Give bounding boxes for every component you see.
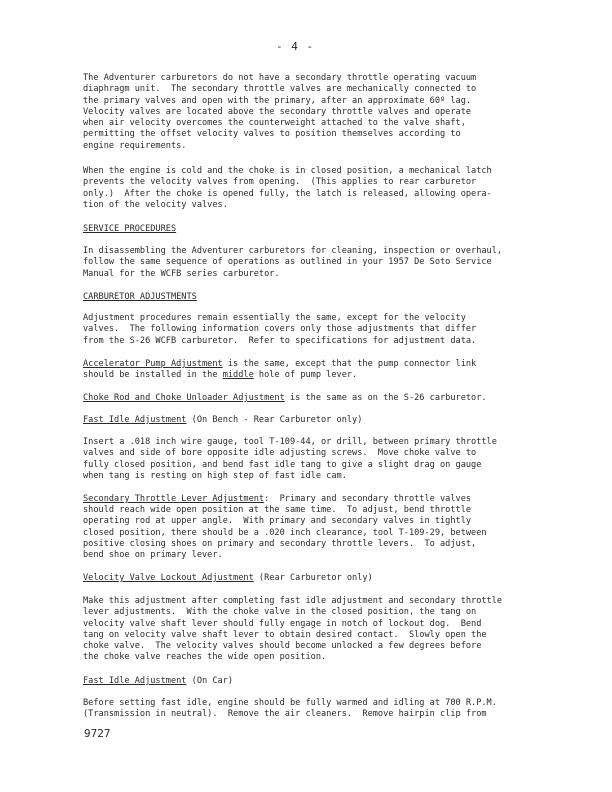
choke-rod-title: Choke Rod and Choke Unloader Adjustment xyxy=(83,393,285,403)
carburetor-adjustments-title: CARBURETOR ADJUSTMENTS xyxy=(83,292,197,302)
fast-idle-car-paragraph: Before setting fast idle, engine should be fully warmed and idling at 700 R.P.M. (Transmission in neutral). Remove the air cleaners. Remove hairpin clip from xyxy=(83,698,497,720)
middle-emphasis: middle xyxy=(222,370,254,380)
fast-idle-bench-note: (On Bench - Rear Carburetor only) xyxy=(186,415,363,425)
choke-rod-text: is the same as on the S-26 carburetor. xyxy=(284,393,487,403)
velocity-valve-title: Velocity Valve Lockout Adjustment xyxy=(83,573,254,583)
fast-idle-bench-line xyxy=(83,415,362,426)
choke-latch-paragraph: When the engine is cold and the choke is in closed position, a mechanical latch prevents the velocity valves from opening. (This applies to rear carburetor only.) After the choke is opened fully, the latch is released, allowing opera- tion of the velocity valves. xyxy=(83,166,492,210)
accelerator-pump-text-2: should be installed in the xyxy=(83,370,223,380)
fast-idle-bench-title: Fast Idle Adjustment xyxy=(83,415,187,425)
choke-rod-line xyxy=(83,393,487,404)
adjustment-procedures-paragraph: Adjustment procedures remain essentially the same, except for the velocity valves. The following information covers only those adjustments that differ from the S-26 WCFB carburetor. Refer to specifications for adjustment data. xyxy=(83,313,477,346)
accelerator-pump-line-2 xyxy=(83,370,357,381)
velocity-valve-line xyxy=(83,573,373,584)
accelerator-pump-title: Accelerator Pump Adjustment xyxy=(83,359,223,369)
service-procedures-title: SERVICE PROCEDURES xyxy=(83,224,177,234)
page-number: - 4 - xyxy=(276,40,315,53)
accelerator-pump-line-1 xyxy=(83,359,476,370)
fast-idle-car-line xyxy=(83,676,233,687)
accelerator-pump-text-3: hole of pump lever. xyxy=(253,370,358,380)
document-code: 9727 xyxy=(84,727,111,740)
disassembly-paragraph: In disassembling the Adventurer carburetors for cleaning, inspection or overhaul, follow the same sequence of operations as outlined in your 1957 De Soto Service Manual for the WCFB series carburetor. xyxy=(83,246,503,279)
velocity-valve-paragraph: Make this adjustment after completing fast idle adjustment and secondary throttle lever adjustments. With the choke valve in the closed position, the tang on velocity valve shaft lever should fully engage in notch of lockout dog. Bend tang on velocity valve shaft lever to obtain desired contact. Slowly open the choke valve. The velocity valves should become unlocked a few degrees before the choke valve reaches the wide open position. xyxy=(83,596,503,663)
carburetor-adjustments-heading xyxy=(83,292,197,303)
secondary-throttle-paragraph: should reach wide open position at the same time. To adjust, bend throttle operating rod at upper angle. With primary and secondary valves in tightly closed position, there should be a .020 inch clearance, tool T-109-29, between positive closing shoes on primary and secondary throttle levers. To adjust, bend shoe on primary lever. xyxy=(83,505,487,561)
secondary-throttle-title: Secondary Throttle Lever Adjustment xyxy=(83,494,265,504)
fast-idle-car-note: (On Car) xyxy=(186,676,234,686)
secondary-throttle-text: : Primary and secondary throttle valves xyxy=(264,494,472,504)
secondary-throttle-line xyxy=(83,494,471,505)
intro-paragraph: The Adventurer carburetors do not have a secondary throttle operating vacuum diaphragm unit. The secondary throttle valves are mechanically connected to the primary valves and open with the primary, after an approximate 60º lag. Velocity valves are located above the secondary throttle valves and operate when air velocity overcomes the counterweight attached to the valve shaft, permitting the offset velocity valves to position themselves according to engine requirements. xyxy=(83,73,477,151)
velocity-valve-note: (Rear Carburetor only) xyxy=(253,573,373,583)
fast-idle-car-title: Fast Idle Adjustment xyxy=(83,676,187,686)
fast-idle-bench-paragraph: Insert a .018 inch wire gauge, tool T-109-44, or drill, between primary throttle valves and side of bore opposite idle adjusting screws. Move choke valve to fully closed position, and bend fast idle tang to give a slight drag on gauge when tang is resting on high step of fast idle cam. xyxy=(83,437,497,481)
accelerator-pump-text: is the same, except that the pump connector link xyxy=(222,359,477,369)
service-procedures-heading xyxy=(83,224,176,235)
